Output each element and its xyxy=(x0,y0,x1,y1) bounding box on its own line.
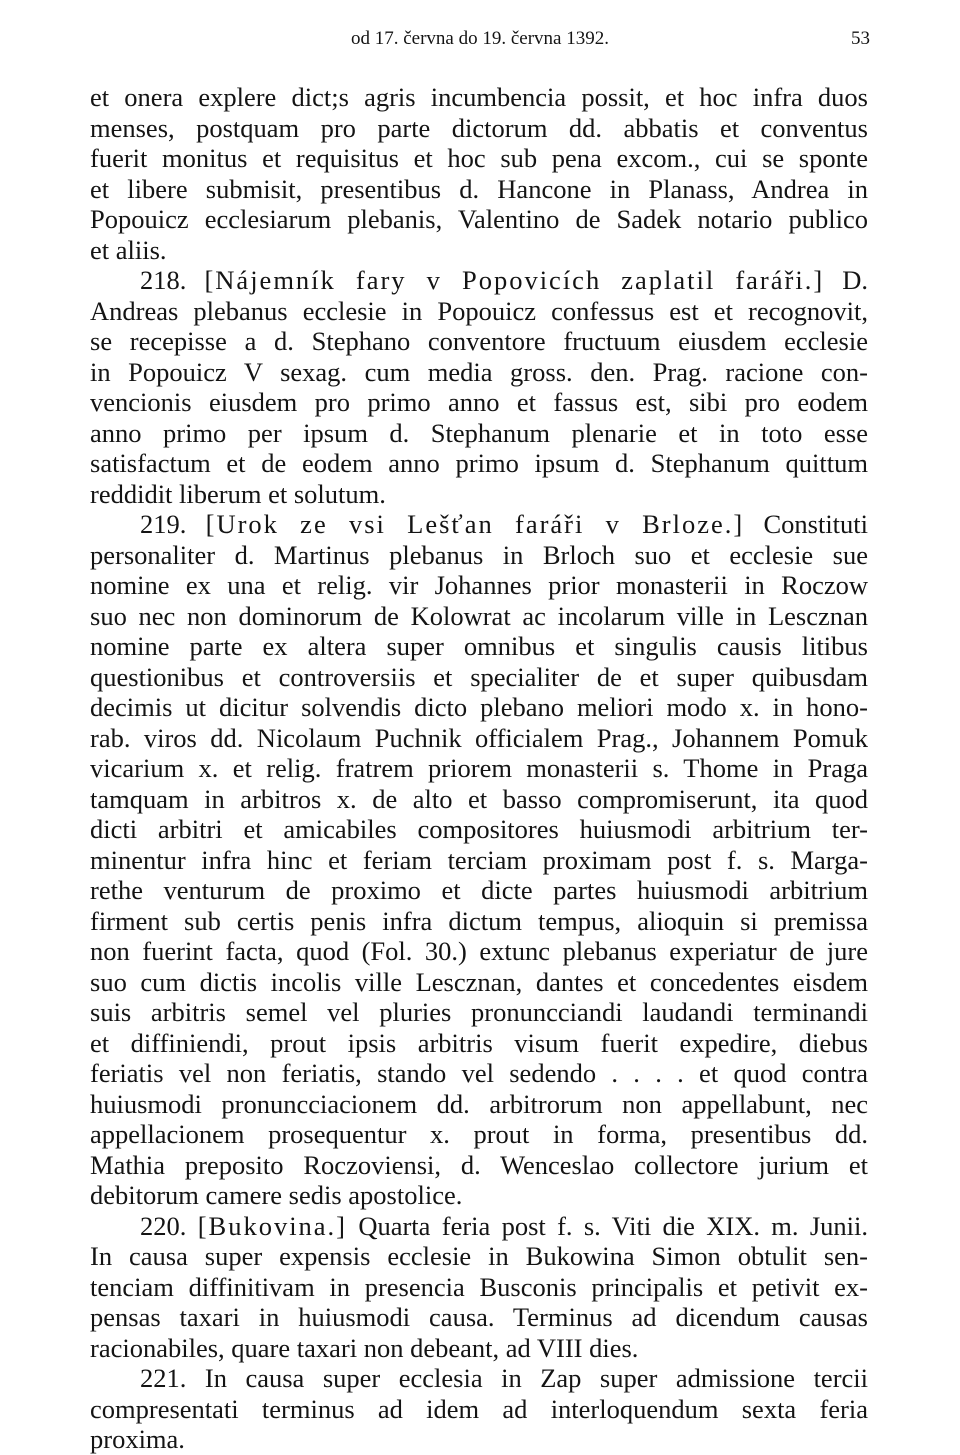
entry-heading: [Bukovina.] xyxy=(197,1210,348,1241)
entry-text: D. xyxy=(842,265,869,295)
text-line: suo cum dictis incolis ville Lescznan, dantes et concedentes eisdem xyxy=(90,966,868,997)
entry-text: Quarta feria post f. s. Viti die XIX. m. Junii. xyxy=(358,1210,868,1241)
entry-heading: [Nájemník fary v Popovicích zaplatil faráři.] xyxy=(204,265,825,295)
text-line: se recepisse a d. Stephano conventore fructuum eiusdem ecclesie xyxy=(90,326,868,356)
text-line: racionabiles, quare taxari non debeant, ad VIII dies. xyxy=(90,1332,639,1363)
entry-first-line xyxy=(90,509,868,540)
text-line: In causa super expensis ecclesie in Bukowina Simon obtulit sen- xyxy=(90,1241,868,1271)
text-line: rab. viros dd. Nicolaum Puchnik officialem Prag., Johannem Pomuk xyxy=(90,722,868,753)
text-line: et aliis. xyxy=(90,234,167,265)
text-line: anno primo per ipsum d. Stephanum plenarie et in toto esse xyxy=(90,417,868,448)
text-line: huiusmodi pronuncciacionem dd. arbitrorum non appellabunt, nec xyxy=(90,1088,868,1119)
text-line: satisfactum et de eodem anno primo ipsum d. Stephanum quittum xyxy=(90,448,868,478)
text-line: proxima. xyxy=(90,1424,185,1454)
entry-number: 219. xyxy=(140,509,187,539)
entry-number: 221. xyxy=(140,1363,187,1393)
entry-first-line xyxy=(90,1211,868,1242)
text-line: feriatis vel non feriatis, stando vel sedendo . . . . et quod contra xyxy=(90,1058,868,1088)
text-line: nomine parte ex altera super omnibus et singulis causis litibus xyxy=(90,631,868,661)
text-line: debitorum camere sedis apostolice. xyxy=(90,1180,463,1210)
text-line: appellacionem prosequentur x. prout in forma, presentibus dd. xyxy=(90,1119,868,1149)
text-line: non fuerint facta, quod (Fol. 30.) extunc plebanus experiatur de jure xyxy=(90,936,868,966)
text-line: decimis ut dicitur solvendis dicto plebano meliori modo x. in hono- xyxy=(90,692,868,722)
text-line: dicti arbitri et amicabiles compositores huiusmodi arbitrium ter- xyxy=(90,814,868,844)
text-line: et onera explere dict;s agris incumbencia possit, et hoc infra duos xyxy=(90,82,868,112)
page-number: 53 xyxy=(851,28,870,49)
text-line: in Popouicz V sexag. cum media gross. den. Prag. racione con- xyxy=(90,356,868,387)
entry-heading: [Urok ze vsi Lešťan faráři v Brloze.] xyxy=(205,509,745,539)
text-line: personaliter d. Martinus plebanus in Brloch suo et ecclesie sue xyxy=(90,539,868,570)
entry-text: In causa super ecclesia in Zap super admissione tercii xyxy=(204,1363,869,1393)
text-line: questionibus et controversiis et specialiter de et super quibusdam xyxy=(90,661,868,692)
entry-number: 218. xyxy=(140,265,187,295)
text-line: tamquam in arbitros x. de alto et basso compromiserunt, ita quod xyxy=(90,783,868,814)
entry-text: Constituti xyxy=(763,509,869,539)
text-line: vencionis eiusdem pro primo anno et fassus est, sibi pro eodem xyxy=(90,387,868,417)
text-line: suo nec non dominorum de Kolowrat ac incolarum ville in Lescznan xyxy=(90,600,868,631)
document-body xyxy=(90,82,868,1455)
text-line: nomine ex una et relig. vir Johannes prior monasterii in Roczow xyxy=(90,570,868,600)
entry-first-line xyxy=(90,1363,868,1394)
text-line: minentur infra hinc et feriam terciam proximam post f. s. Marga- xyxy=(90,844,868,875)
entry-first-line xyxy=(90,265,868,296)
text-line: et diffiniendi, prout ipsis arbitris visum fuerit expedire, diebus xyxy=(90,1027,868,1058)
text-line: Mathia preposito Roczoviensi, d. Wenceslao collectore jurium et xyxy=(90,1149,868,1180)
text-line: Andreas plebanus ecclesie in Popouicz confessus est et recognovit, xyxy=(90,295,868,326)
text-line: fuerit monitus et requisitus et hoc sub pena excom., cui se sponte xyxy=(90,143,868,173)
text-line: firment sub certis penis infra dictum tempus, alioquin si premissa xyxy=(90,905,868,936)
text-line: compresentati terminus ad idem ad interloquendum sexta feria xyxy=(90,1393,868,1424)
text-line: et libere submisit, presentibus d. Hancone in Planass, Andrea in xyxy=(90,173,868,204)
page-header xyxy=(90,28,870,58)
text-line: reddidit liberum et solutum. xyxy=(90,478,386,509)
text-line: rethe venturum de proximo et dicte partes huiusmodi arbitrium xyxy=(90,875,868,905)
running-title: od 17. června do 19. června 1392. xyxy=(350,28,609,49)
text-line: suis arbitris semel vel pluries pronuncciandi laudandi terminandi xyxy=(90,997,868,1027)
text-line: Popouicz ecclesiarum plebanis, Valentino de Sadek notario publico xyxy=(90,204,868,234)
text-line: menses, postquam pro parte dictorum dd. abbatis et conventus xyxy=(90,112,868,143)
entry-number: 220. xyxy=(140,1210,187,1241)
text-line: pensas taxari in huiusmodi causa. Terminus ad dicendum causas xyxy=(90,1302,868,1332)
text-line: vicarium x. et relig. fratrem priorem monasterii s. Thome in Praga xyxy=(90,753,868,783)
text-line: tenciam diffinitivam in presencia Busconis principalis et petivit ex- xyxy=(90,1271,868,1302)
